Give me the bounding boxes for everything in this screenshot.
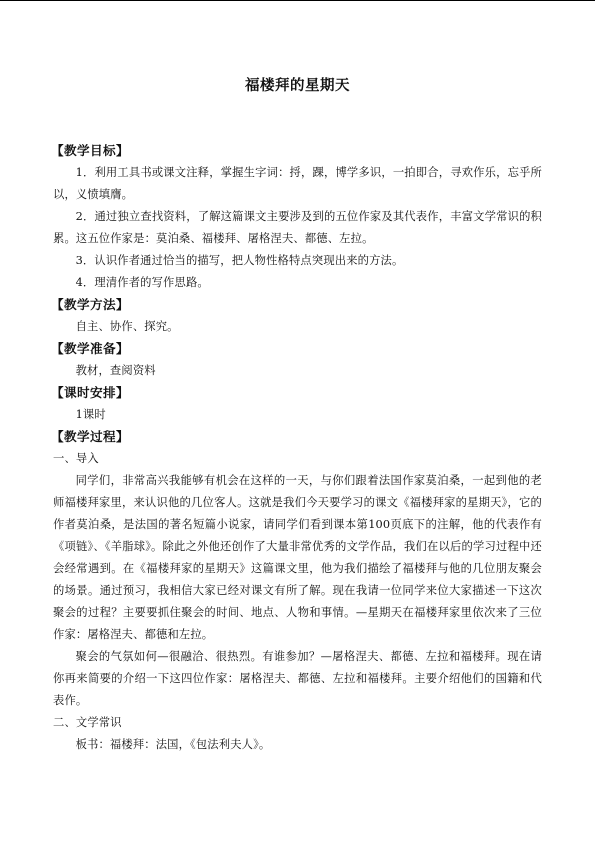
process-part1-paragraph-1: 同学们，非常高兴我能够有机会在这样的一天，与你们跟着法国作家莫泊桑，一起到他的老师福楼拜家里，来认识他的几位客人。这就是我们今天要学习的课文《福楼拜家的星期天》，它的作者莫泊桑，是法国的著名短篇小说家，请同学们看到课本第100页底下的注解，他的代表作有《项链》、《羊脂球》。除此之外他还创作了大量非常优秀的文学作品，我们在以后的学习过程中还会经常遇到。在《福楼拜家的星期天》这篇课文里，他为我们描绘了福楼拜与他的几位朋友聚会的场景。通过预习，我相信大家已经对课文有所了解。现在我请一位同学来位大家描述一下这次聚会的过程？主要要抓住聚会的时间、地点、人物和事情。—星期天在福楼拜家里依次来了三位作家：屠格涅夫、都德和左拉。 [53,474,542,641]
section-heading-schedule: 【课时安排】 [51,385,129,400]
methods-text: 自主、协作、探究。 [75,320,179,333]
goal-item-3: 3．认识作者通过恰当的描写，把人物性格特点突现出来的方法。 [75,254,404,267]
section-heading-methods: 【教学方法】 [51,297,129,312]
goal-item-2: 2．通过独立查找资料，了解这篇课文主要涉及到的五位作家及其代表作，丰富文学常识的积累。这五位作家是：莫泊桑、福楼拜、屠格涅夫、都德、左拉。 [53,210,542,245]
goal-item-4: 4．理清作者的写作思路。 [75,276,209,289]
section-heading-goals: 【教学目标】 [51,143,129,158]
goal-item-1: 1．利用工具书或课文注释，掌握生字词：捋，踝，博学多识，一拍即合，寻欢作乐，忘乎所以，义愤填膺。 [53,166,542,201]
section-heading-process: 【教学过程】 [51,429,129,444]
document-title: 福楼拜的星期天 [245,78,350,94]
process-part2-paragraph-1: 板书：福楼拜：法国，《包法利夫人》。 [75,738,271,751]
process-part1-title: 一、导入 [53,452,99,465]
document-body [53,140,542,756]
page-top-rule [0,0,595,1]
process-part2-title: 二、文学常识 [53,716,122,729]
prep-text: 教材，查阅资料 [75,364,156,377]
schedule-text: 1课时 [75,408,106,421]
section-heading-prep: 【教学准备】 [51,341,129,356]
process-part1-paragraph-2: 聚会的气氛如何—很融洽、很热烈。有谁参加？—屠格涅夫、都德、左拉和福楼拜。现在请你再来简要的介绍一下这四位作家：屠格涅夫、都德、左拉和福楼拜。主要介绍他们的国籍和代表作。 [53,650,542,707]
